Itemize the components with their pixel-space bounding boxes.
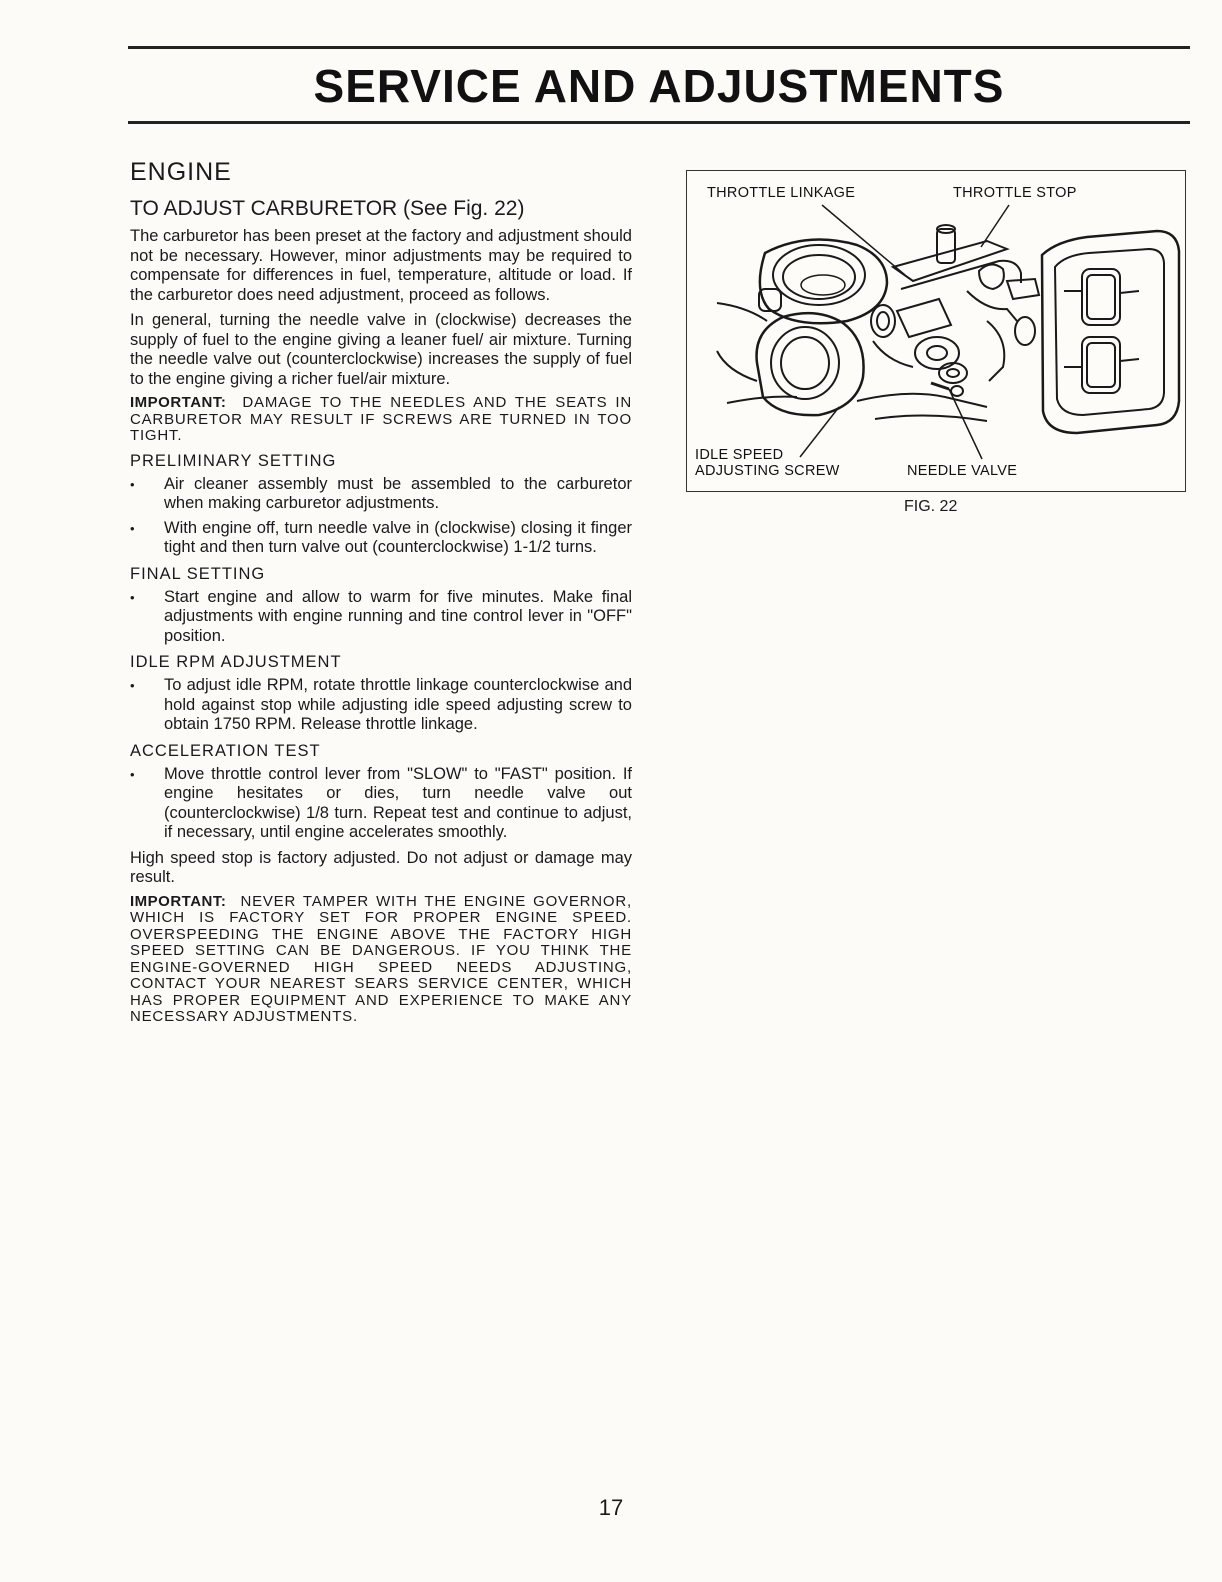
- label-throttle-linkage: THROTTLE LINKAGE: [707, 185, 856, 201]
- label-throttle-stop: THROTTLE STOP: [953, 185, 1077, 201]
- main-text-column: [128, 158, 632, 1032]
- list-item: • Air cleaner assembly must be assembled to the carburetor when making carburetor adjustments.: [128, 475, 632, 514]
- page-title: SERVICE AND ADJUSTMENTS: [313, 60, 1005, 112]
- list-item: • To adjust idle RPM, rotate throttle linkage counterclockwise and hold against stop while adjusting idle speed adjusting screw to obtain 1750 RPM. Release throttle linkage.: [128, 676, 632, 735]
- bottom-rule: [128, 121, 1190, 124]
- figure-caption: FIG. 22: [904, 498, 958, 515]
- top-rule: [128, 46, 1190, 49]
- idle-list: [128, 676, 632, 735]
- final-list: [128, 588, 632, 647]
- important-notice-1: [130, 395, 632, 445]
- list-item: • Start engine and allow to warm for five minutes. Make final adjustments with engine running and tine control lever in "OFF" position.: [128, 588, 632, 647]
- label-needle-valve: NEEDLE VALVE: [907, 463, 1018, 479]
- important-text: DAMAGE TO THE NEEDLES AND THE SEATS IN CARBURETOR MAY RESULT IF SCREWS ARE TURNED IN TOO TIGHT.: [130, 394, 632, 444]
- subsection-title: TO ADJUST CARBURETOR (See Fig. 22): [130, 197, 525, 220]
- important-label: IMPORTANT:: [130, 892, 227, 910]
- preliminary-heading: PRELIMINARY SETTING: [130, 451, 337, 470]
- label-idle-line-2: ADJUSTING SCREW: [695, 463, 840, 479]
- acceleration-list: [128, 765, 632, 843]
- final-heading: FINAL SETTING: [130, 564, 266, 583]
- important-notice-2: [130, 894, 632, 1026]
- section-title: ENGINE: [130, 158, 232, 186]
- intro-paragraph-1: The carburetor has been preset at the factory and adjustment should not be necessary. However, minor adjustments may be required to compensate for differences in fuel, temperature, altitude or load. If the carburetor does need adjustment, proceed as follows.: [130, 227, 632, 304]
- label-idle-line-1: IDLE SPEED: [695, 447, 784, 463]
- important-text: NEVER TAMPER WITH THE ENGINE GOVERNOR, WHICH IS FACTORY SET FOR PROPER ENGINE SPEED. OVERSPEEDING THE ENGINE ABOVE THE FACTORY HIGH SPEED SETTING CAN BE DANGEROUS. IF YOU THINK THE ENGINE-GOVERNED HIGH SPEED NEEDS ADJUSTING, CONTACT YOUR NEAREST SEARS SERVICE CENTER, WHICH HAS PROPER EQUIPMENT AND EXPERIENCE TO MAKE ANY NECESSARY ADJUSTMENTS.: [130, 892, 632, 1025]
- acceleration-heading: ACCELERATION TEST: [130, 741, 321, 760]
- figure-22: [686, 170, 1186, 492]
- label-idle-speed-screw: [695, 447, 840, 479]
- page-number: 17: [598, 1495, 624, 1520]
- idle-heading: IDLE RPM ADJUSTMENT: [130, 653, 342, 671]
- carburetor-illustration: [687, 171, 1184, 490]
- list-item: • With engine off, turn needle valve in (clockwise) closing it finger tight and then turn valve out (counterclockwise) 1-1/2 turns.: [128, 519, 632, 558]
- intro-paragraph-2: In general, turning the needle valve in (clockwise) decreases the supply of fuel to the engine giving a leaner fuel/ air mixture. Turning the needle valve out (counterclockwise) increases the supply of fuel to the engine giving a richer fuel/air mixture.: [130, 311, 632, 388]
- preliminary-list: [128, 475, 632, 558]
- high-speed-note: High speed stop is factory adjusted. Do not adjust or damage may result.: [130, 848, 632, 886]
- list-item: • Move throttle control lever from "SLOW" to "FAST" position. If engine hesitates or dies, turn needle valve out (counterclockwise) 1/8 turn. Repeat test and continue to adjust, if necessary, until engine accelerates smoothly.: [128, 765, 632, 843]
- important-label: IMPORTANT:: [130, 394, 227, 411]
